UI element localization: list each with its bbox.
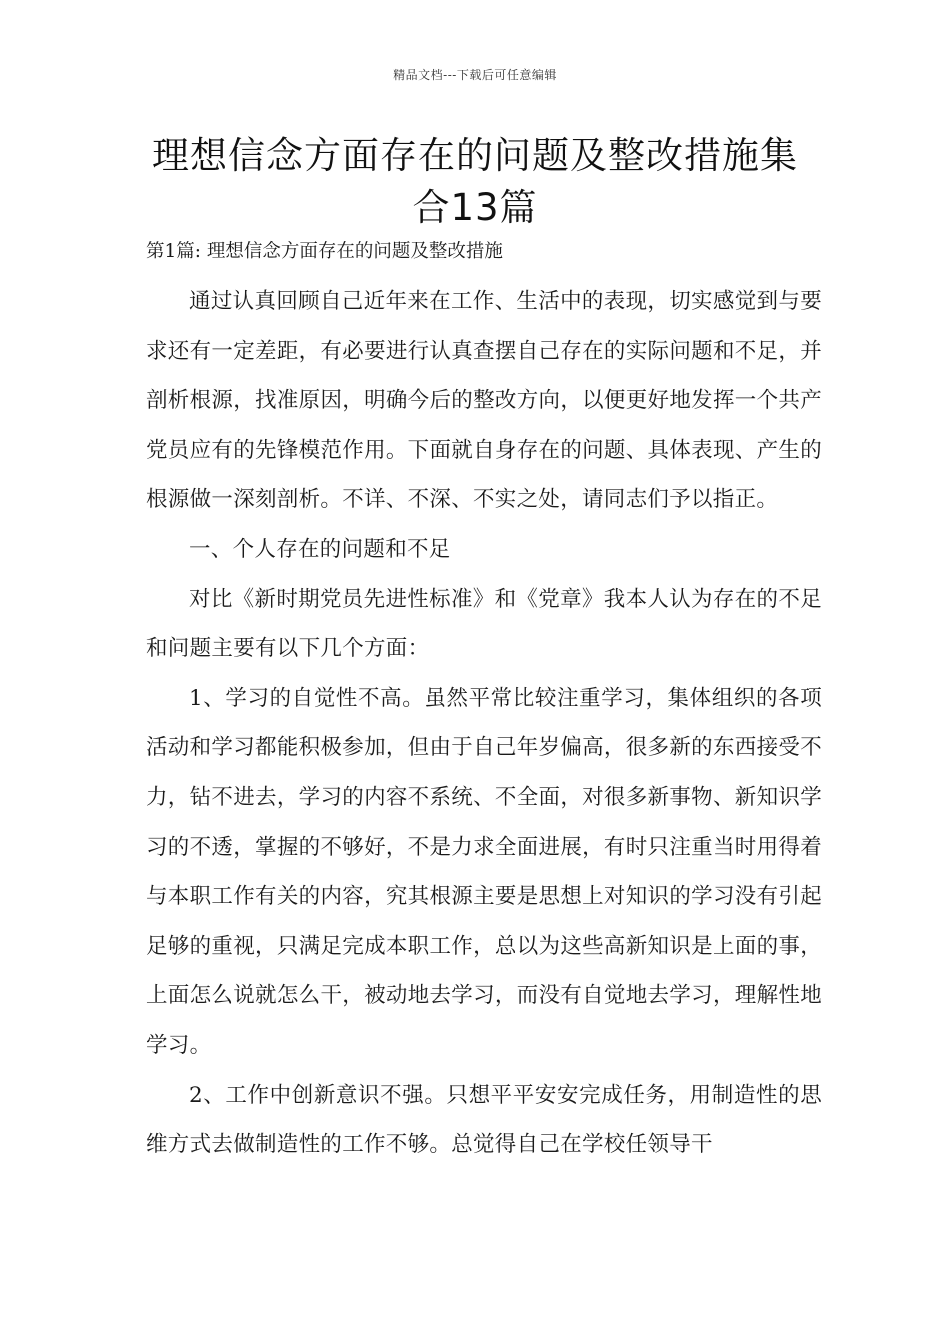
paragraph-intro: 通过认真回顾自己近年来在工作、生活中的表现，切实感觉到与要求还有一定差距，有必要进行认真查摆自己存在的实际问题和不足，并剖析根源，找准原因，明确今后的整改方向，以便更好地发挥一个共产党员应有的先锋模范作用。下面就自身存在的问题、具体表现、产生的根源做一深刻剖析。不详、不深、不实之处，请同志们予以指正。 <box>146 289 822 513</box>
page-header-note: 精品文档---下载后可任意编辑 <box>393 68 557 82</box>
paragraph-comparison: 对比《新时期党员先进性标准》和《党章》我本人认为存在的不足和问题主要有以下几个方面： <box>146 586 822 662</box>
section-heading: 第1篇: 理想信念方面存在的问题及整改措施 <box>146 241 503 262</box>
document-title <box>0 130 950 234</box>
paragraph-subheading-problems: 一、个人存在的问题和不足 <box>189 536 451 562</box>
document-body <box>146 228 822 1170</box>
paragraph-point-1: 1、学习的自觉性不高。虽然平常比较注重学习，集体组织的各项活动和学习都能积极参加，但由于自己年岁偏高，很多新的东西接受不力，钻不进去，学习的内容不系统、不全面，对很多新事物、新知识学习的不透，掌握的不够好，不是力求全面进展，有时只注重当时用得着与本职工作有关的内容，究其根源主要是思想上对知识的学习没有引起足够的重视，只满足完成本职工作，总以为这些高新知识是上面的事，上面怎么说就怎么干，被动地去学习，而没有自觉地去学习，理解性地学习。 <box>146 685 822 1058</box>
paragraph-point-2: 2、工作中创新意识不强。只想平平安安完成任务，用制造性的思维方式去做制造性的工作不够。总觉得自己在学校任领导干 <box>146 1082 822 1158</box>
document-title-line-1: 理想信念方面存在的问题及整改措施集 <box>152 134 798 177</box>
document-title-line-2: 合13篇 <box>412 186 538 229</box>
